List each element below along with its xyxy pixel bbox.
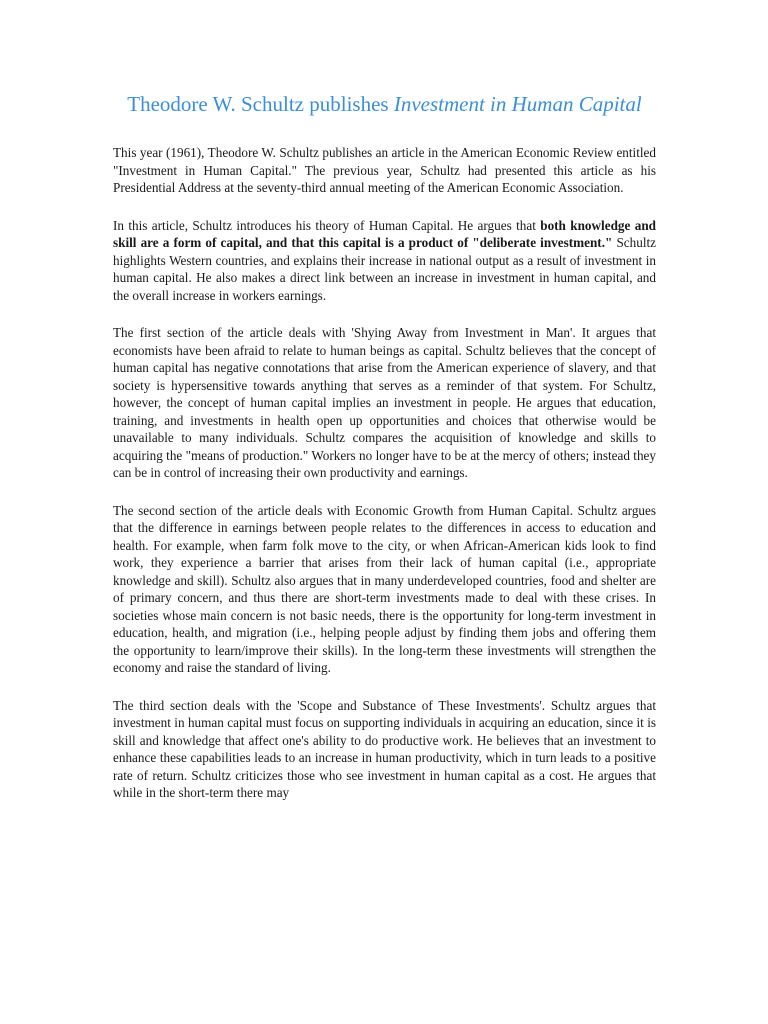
title-work-italic: Investment in Human Capital [393,92,642,116]
paragraph-intro: This year (1961), Theodore W. Schultz publishes an article in the American Economic Review entitled "Investment in Human Capital." The previous year, Schultz had presented this article as his Presidential Address at the seventy-third annual meeting of the American Economic Association. [113,145,656,195]
title-prefix: Theodore W. Schultz publishes [127,92,394,116]
document-title [113,90,656,118]
paragraph-theory-lead: In this article, Schultz introduces his theory of Human Capital. He argues that [113,217,541,233]
paragraph-third-section: The third section deals with the 'Scope and Substance of These Investments'. Schultz argues that investment in human capital must focus on supporting individuals in acquiring an education, since it is skill and knowledge that affect one's ability to do productive work. He believes that an investment to enhance these capabilities leads to an increase in human productivity, which in turn leads to a positive rate of return. Schultz criticizes those who see investment in human capital as a cost. He argues that while in the short-term there may [113,697,656,800]
paragraph-theory-emphasis: both knowledge and skill are a form of capital, and that this capital is a product of "deliberate investment." [113,217,656,250]
paragraph-theory [113,217,656,305]
document-page [113,90,656,822]
paragraph-first-section: The first section of the article deals with 'Shying Away from Investment in Man'. It argues that economists have been afraid to relate to human beings as capital. Schultz believes that the concept of human capital has negative connotations that arise from the American experience of slavery, and that society is hypersensitive towards anything that serves as a reminder of that system. For Schultz, however, the concept of human capital implies an investment in people. He argues that education, training, and investments in health open up opportunities and choices that otherwise would be unavailable to many individuals. Schultz compares the acquisition of knowledge and skills to acquiring the "means of production." Workers no longer have to be at the mercy of others; instead they can be in control of increasing their own productivity and earnings. [113,325,656,480]
paragraph-theory-rest: Schultz highlights Western countries, and explains their increase in national output as a result of investment in human capital. He also makes a direct link between an increase in investment in human capital, and the overall increase in workers earnings. [113,235,656,303]
paragraph-second-section: The second section of the article deals with Economic Growth from Human Capital. Schultz argues that the difference in earnings between people relates to the differences in access to education and health. For example, when farm folk move to the city, or when African-American kids look to find work, they experience a barrier that arises from their lack of human capital (i.e., appropriate knowledge and skill). Schultz also argues that in many underdeveloped countries, food and shelter are of primary concern, and thus there are short-term investments made to deal with these crises. In societies whose main concern is not basic needs, there is the opportunity for long-term investment in education, health, and migration (i.e., helping people adjust by finding them jobs and offering them the opportunity to learn/improve their skills). In the long-term these investments will strengthen the economy and raise the standard of living. [113,502,656,675]
